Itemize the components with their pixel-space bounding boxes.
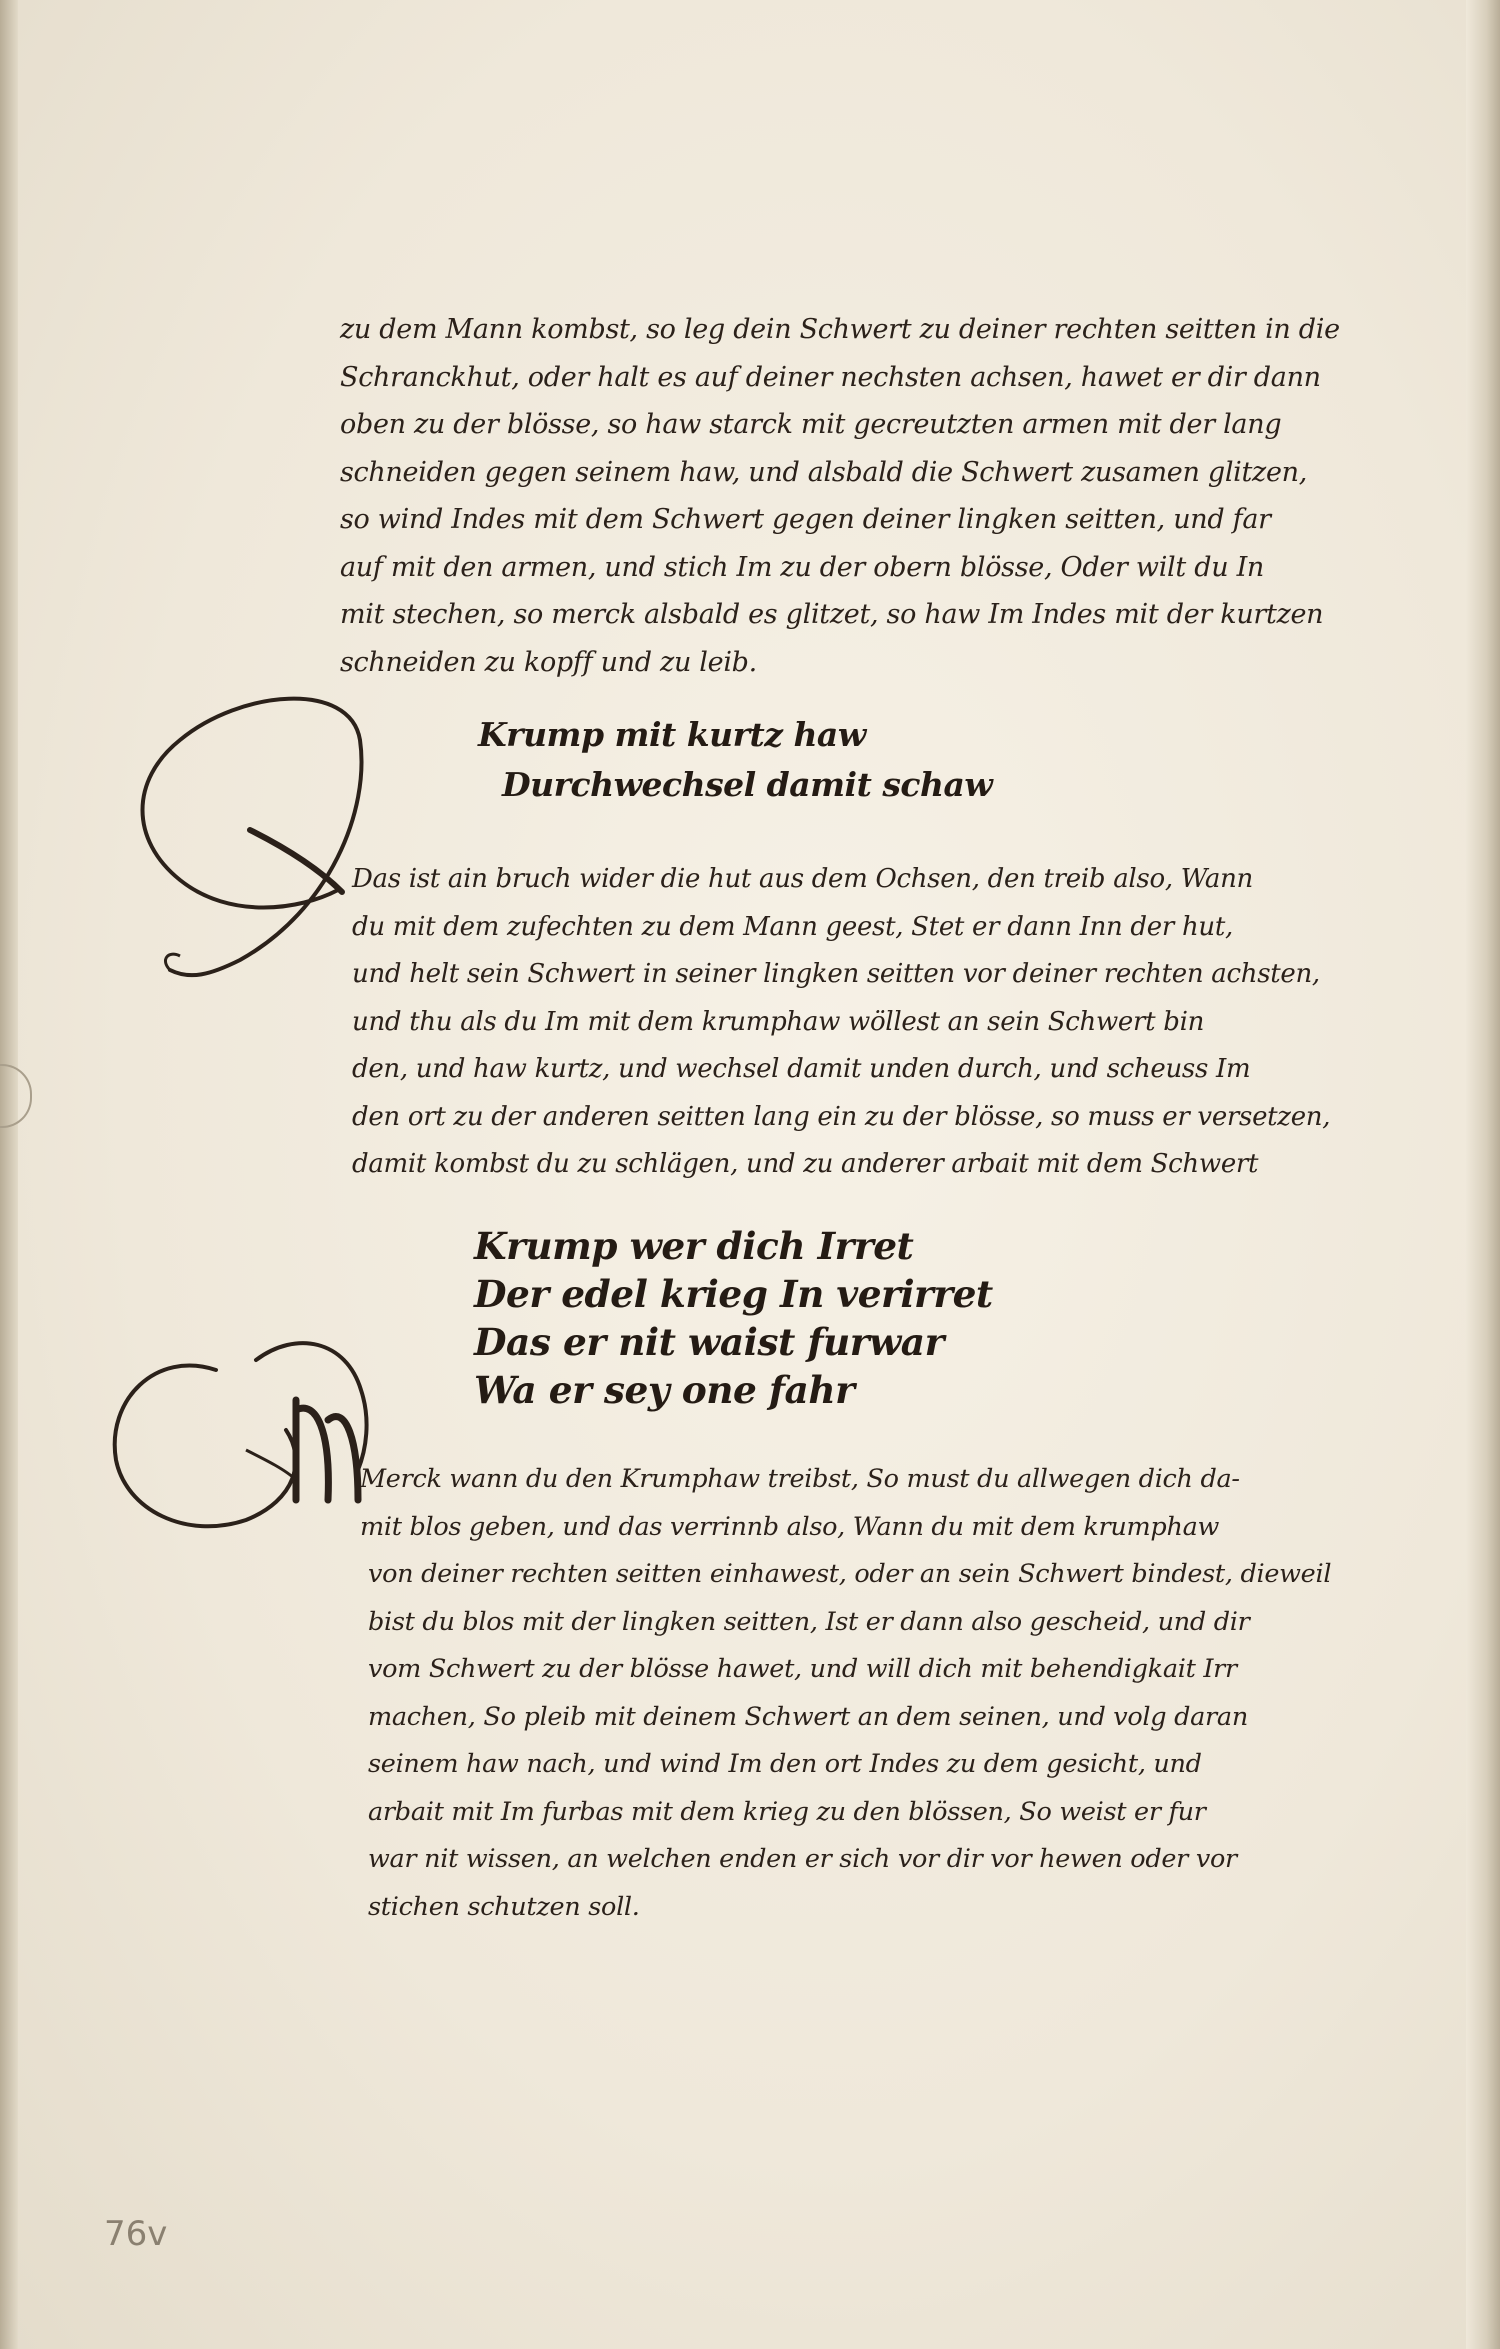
passage-2-line: Das ist ain bruch wider die hut aus dem Ochsen, den treib also, Wann [352,864,1254,894]
passage-1-line: zu dem Mann kombst, so leg dein Schwert zu deiner rechten seitten in die [340,314,1340,345]
verse-line: Durchwechsel damit schaw [502,765,993,804]
passage-2-line: den ort zu der anderen seitten lang ein zu der blösse, so muss er versetzen, [352,1101,1331,1132]
verse-heading-2 [474,1222,993,1414]
passage-1-line: Schranckhut, oder halt es auf deiner nechsten achsen, hawet er dir dann [340,361,1321,393]
binding-clip-mark [0,1064,32,1128]
passage-1-line: schneiden zu kopff und zu leib. [340,646,757,678]
verse-line: Wa er sey one fahr [474,1368,855,1412]
passage-1-line: mit stechen, so merck alsbald es glitzet, so haw Im Indes mit der kurtzen [340,599,1324,630]
verse-line: Krump wer dich Irret [474,1224,914,1268]
verse-line: Krump mit kurtz haw [478,715,866,754]
passage-2-line: und helt sein Schwert in seiner lingken seitten vor deiner rechten achsten, [352,959,1320,989]
passage-3-line: war nit wissen, an welchen enden er sich vor dir vor hewen oder vor [368,1844,1237,1874]
folio-number: 76v [104,2214,168,2254]
passage-3-line: stichen schutzen soll. [368,1891,640,1922]
passage-3-line: von deiner rechten seitten einhawest, oder an sein Schwert bindest, dieweil [368,1559,1332,1589]
passage-1 [340,306,1340,686]
passage-1-line: so wind Indes mit dem Schwert gegen deiner lingken seitten, und far [340,504,1271,535]
passage-3-line: machen, So pleib mit deinem Schwert an dem seinen, und volg daran [368,1701,1248,1732]
passage-1-line: auf mit den armen, und stich Im zu der obern blösse, Oder wilt du In [340,551,1265,583]
verse-line: Der edel krieg In verirret [474,1272,993,1316]
passage-3-line: mit blos geben, und das verrinnb also, Wann du mit dem krumphaw [360,1511,1219,1542]
passage-2-line: du mit dem zufechten zu dem Mann geest, Stet er dann Inn der hut, [352,911,1233,942]
passage-3-line: seinem haw nach, und wind Im den ort Indes zu dem gesicht, und [368,1749,1202,1779]
passage-3-line: vom Schwert zu der blösse hawet, und will dich mit behendigkait Irr [368,1654,1237,1684]
binding-gutter [0,0,18,2349]
passage-2-line: den, und haw kurtz, und wechsel damit unden durch, und scheuss Im [352,1054,1251,1084]
passage-3-line: arbait mit Im furbas mit dem krieg zu den blössen, So weist er fur [368,1796,1206,1827]
passage-2-line: und thu als du Im mit dem krumphaw wöllest an sein Schwert bin [352,1006,1205,1037]
passage-1-line: oben zu der blösse, so haw starck mit gecreutzten armen mit der lang [340,409,1282,440]
passage-2-line: damit kombst du zu schlägen, und zu anderer arbait mit dem Schwert [352,1149,1259,1179]
verse-heading-1 [478,710,992,810]
passage-1-line: schneiden gegen seinem haw, und alsbald die Schwert zusamen glitzen, [340,456,1308,488]
passage-3-line: Merck wann du den Krumphaw treibst, So must du allwegen dich da- [360,1464,1240,1494]
decorated-initial-d [90,660,380,990]
passage-3 [338,1456,1331,1931]
passage-2 [352,856,1330,1189]
verse-line: Das er nit waist furwar [474,1320,944,1364]
page-edge-shadow [1466,0,1500,2349]
passage-3-line: bist du blos mit der lingken seitten, Ist er dann also gescheid, und dir [368,1606,1250,1637]
